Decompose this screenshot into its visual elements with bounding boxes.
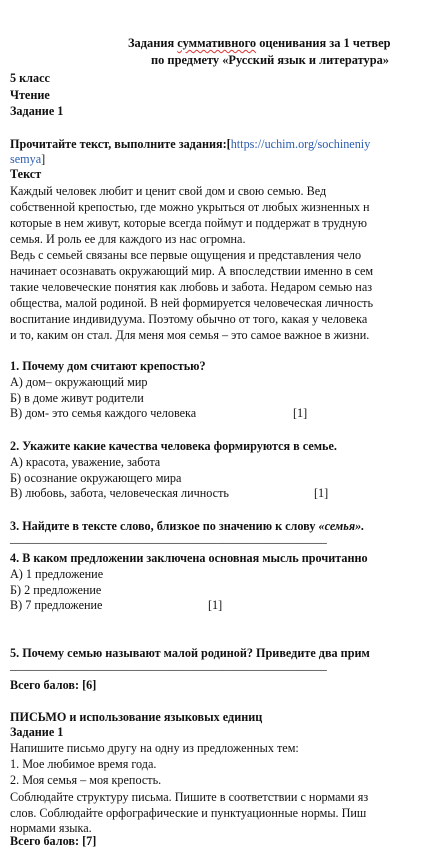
title-suffix: оценивания за 1 четвер bbox=[256, 36, 391, 50]
link-close-bracket: ] bbox=[41, 152, 46, 166]
writing-instruction-line: нормами языка. bbox=[10, 821, 92, 835]
q4-option-a: А) 1 предложение bbox=[10, 567, 104, 581]
passage-line: собственной крепостью, где можно укрыться от любых жизненных н bbox=[10, 200, 370, 214]
writing-topic-2: 2. Моя семья – моя крепость. bbox=[10, 773, 162, 787]
text-heading: Текст bbox=[10, 167, 42, 181]
instruction-line bbox=[10, 137, 370, 152]
passage-line: воспитание индивидуума. Поэтому обычно от того, какая у человека bbox=[10, 312, 368, 326]
q1-score: [1] bbox=[293, 406, 308, 420]
q1-option-c: В) дом- это семья каждого человека bbox=[10, 406, 197, 420]
q1-option-b: Б) в доме живут родители bbox=[10, 391, 144, 405]
passage-line: Ведь с семьей связаны все первые ощущения и представления чело bbox=[10, 248, 362, 262]
q4-score: [1] bbox=[208, 598, 223, 612]
instruction-text: Прочитайте текст, выполните задания:[ bbox=[10, 137, 231, 151]
question-2: 2. Укажите какие качества человека формируются в семье. bbox=[10, 439, 337, 453]
q1-option-a: А) дом– окружающий мир bbox=[10, 375, 148, 389]
section-label: Чтение bbox=[10, 88, 50, 102]
q2-option-b: Б) осознание окружающего мира bbox=[10, 471, 182, 485]
passage-line: такие человеческие понятия как любовь и забота. Недаром семью наз bbox=[10, 280, 373, 294]
source-link[interactable]: https://uchim.org/sochineniy bbox=[230, 137, 371, 151]
q4-option-b: Б) 2 предложение bbox=[10, 583, 102, 597]
source-link-continuation[interactable]: semya bbox=[10, 152, 42, 166]
document-title bbox=[128, 36, 391, 51]
q3-keyword: «семья». bbox=[318, 519, 365, 533]
instruction-line-2 bbox=[10, 152, 45, 167]
question-5: 5. Почему семью называют малой родиной? Приведите два прим bbox=[10, 646, 370, 660]
question-1: 1. Почему дом считают крепостью? bbox=[10, 359, 206, 373]
q3-text: 3. Найдите в тексте слово, близкое по значению к слову bbox=[10, 519, 319, 533]
q2-option-c: В) любовь, забота, человеческая личность bbox=[10, 486, 229, 500]
q2-score: [1] bbox=[314, 486, 329, 500]
passage-line: начинает осознавать окружающий мир. А впоследствии именно в сем bbox=[10, 264, 374, 278]
document-subtitle: по предмету «Русский язык и литература» bbox=[151, 53, 389, 67]
writing-topic-1: 1. Мое любимое время года. bbox=[10, 757, 157, 771]
writing-total-cutoff: Всего балов: [7] bbox=[10, 834, 97, 848]
passage-line: которые в нем живут, которые всегда поймут и поддержат в трудную bbox=[10, 216, 367, 230]
task-label: Задание 1 bbox=[10, 104, 64, 118]
q4-option-c: В) 7 предложение bbox=[10, 598, 103, 612]
writing-task-label: Задание 1 bbox=[10, 725, 64, 739]
writing-prompt: Напишите письмо другу на одну из предложенных тем: bbox=[10, 741, 299, 755]
writing-instruction-line: слов. Соблюдайте орфографические и пунктуационные нормы. Пиш bbox=[10, 806, 367, 820]
question-4: 4. В каком предложении заключена основная мысль прочитанно bbox=[10, 551, 368, 565]
title-misspelled-word: суммативного bbox=[177, 36, 257, 50]
q2-option-a: А) красота, уважение, забота bbox=[10, 455, 161, 469]
total-score: Всего балов: [6] bbox=[10, 678, 97, 692]
q5-answer-blank: ____________________________________________________ bbox=[10, 658, 327, 672]
passage-line: Каждый человек любит и ценит свой дом и свою семью. Вед bbox=[10, 184, 327, 198]
writing-heading: ПИСЬМО и использование языковых единиц bbox=[10, 710, 263, 724]
q3-answer-blank: ____________________________________________________ bbox=[10, 531, 327, 545]
grade-label: 5 класс bbox=[10, 71, 50, 85]
passage-line: и то, каким он стал. Для меня моя семья – это самое важное в жизни. bbox=[10, 328, 370, 342]
passage-line: семья. И роль ее для каждого из нас огромна. bbox=[10, 232, 246, 246]
passage-line: общества, малой родиной. В ней формируется человеческая личность bbox=[10, 296, 374, 310]
title-prefix: Задания bbox=[128, 36, 178, 50]
writing-instruction-line: Соблюдайте структуру письма. Пишите в соответствии с нормами яз bbox=[10, 790, 369, 804]
